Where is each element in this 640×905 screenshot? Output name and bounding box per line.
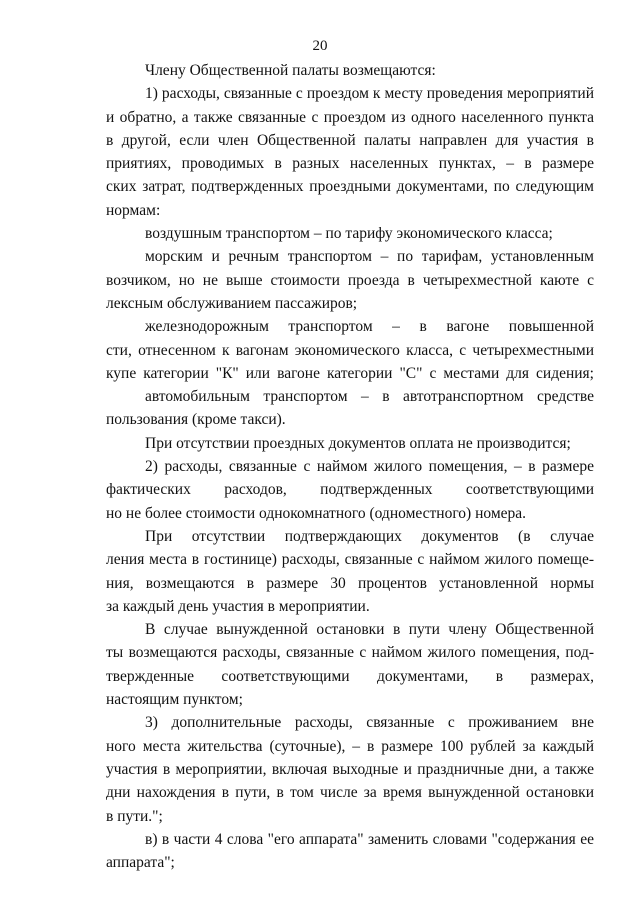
text-line: 2) расходы, связанные с наймом жилого помещения, – в размере [145,458,594,476]
text-line: возчиком, но не выше стоимости проезда в четырехместной каюте с [106,271,594,289]
text-line: твержденные соответствующими документами, в размерах, [106,667,594,685]
text-line: участия в мероприятии, включая выходные и праздничные дни, а также [106,760,594,778]
text-line: Члену Общественной палаты возмещаются: [145,62,436,79]
document-body [106,59,594,874]
text-line: ного места жительства (суточные), – в размере 100 рублей за каждый [106,737,594,755]
text-line: купе категории "К" или вагоне категории "С" с местами для сидения; [106,364,594,382]
text-line: в другой, если член Общественной палаты направлен для участия в [106,131,594,149]
text-line: При отсутствии подтверждающих документов (в случае [145,527,594,545]
text-line: ния, возмещаются в размере 30 процентов установленной нормы [106,574,594,592]
text-line: 1) расходы, связанные с проездом к месту проведения мероприятий [145,85,594,103]
text-line: приятиях, проводимых в разных населенных пунктах, – в размере [106,155,594,173]
text-line: 3) дополнительные расходы, связанные с проживанием вне [145,714,594,732]
text-line: морским и речным транспортом – по тарифам, установленным [145,248,594,266]
text-line: но не более стоимости однокомнатного (одноместного) номера. [106,504,527,522]
text-line: дни нахождения в пути, в том числе за время вынужденной остановки [106,784,594,802]
text-line: железнодорожным транспортом – в вагоне повышенной [145,318,594,336]
text-line: В случае вынужденной остановки в пути члену Общественной [145,621,594,639]
text-line: за каждый день участия в мероприятии. [106,597,370,615]
page-number: 20 [312,38,328,54]
text-line: пользования (кроме такси). [106,411,286,429]
text-line: настоящим пунктом; [106,691,243,709]
text-line: автомобильным транспортом – в автотранспортном средстве [145,388,594,406]
text-line: ских затрат, подтвержденных проездными документами, по следующим [106,178,594,196]
text-line: ты возмещаются расходы, связанные с наймом жилого помещения, под- [106,644,594,662]
text-line: нормам: [106,201,161,219]
text-line: лексным обслуживанием пассажиров; [106,294,358,312]
text-line: ления места в гостинице) расходы, связанные с наймом жилого помеще- [106,551,594,569]
text-line: и обратно, а также связанные с проездом из одного населенного пункта [106,108,594,126]
text-line: При отсутствии проездных документов оплата не производится; [145,434,571,452]
text-line: фактических расходов, подтвержденных соответствующими [106,481,594,499]
text-line: воздушным транспортом – по тарифу экономического класса; [145,225,553,243]
text-line: в пути."; [106,807,163,825]
text-line: сти, отнесенном к вагонам экономического класса, с четырехместными [106,341,594,359]
text-line: в) в части 4 слова "его аппарата" заменить словами "содержания ее [145,830,594,848]
text-line: аппарата"; [106,854,175,872]
